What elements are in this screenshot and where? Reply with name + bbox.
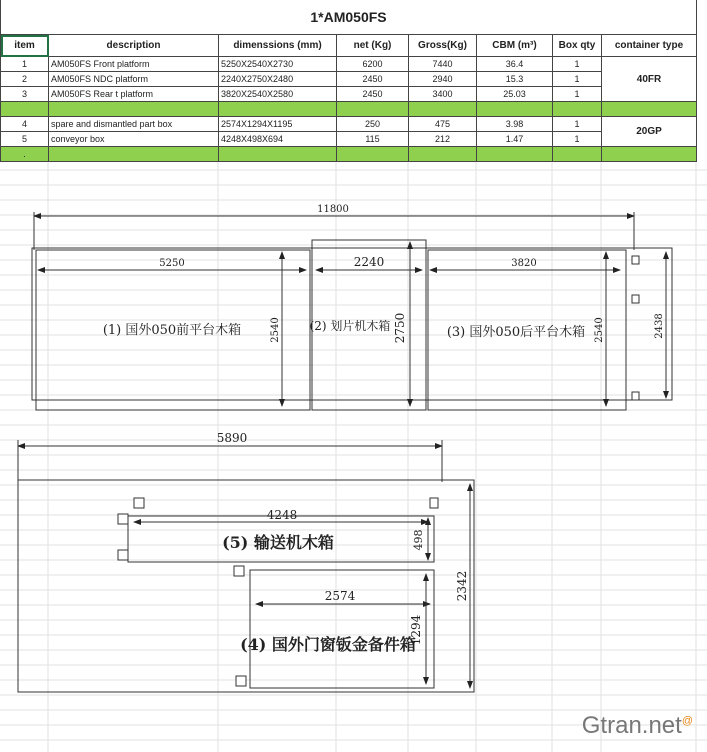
dim-h5: 498 <box>412 529 425 551</box>
cell-box-qty[interactable]: 1 <box>553 87 602 102</box>
cell-cbm[interactable]: 1.47 <box>477 132 553 147</box>
cell-box-qty[interactable]: 1 <box>553 57 602 72</box>
dim-w5: 4248 <box>266 508 298 522</box>
cell-cbm[interactable]: 15.3 <box>477 72 553 87</box>
dim-h1: 2540 <box>270 317 281 343</box>
dim-h4: 1294 <box>409 614 423 646</box>
dim-overall-2: 5890 <box>216 431 248 445</box>
label-box-2: (2) 划片机木箱 <box>309 319 391 333</box>
cell-cbm[interactable]: 36.4 <box>477 57 553 72</box>
header-dimensions[interactable]: dimenssions (mm) <box>219 35 337 57</box>
cell-dimensions[interactable]: 3820X2540X2580 <box>219 87 337 102</box>
cell-cbm[interactable]: 3.98 <box>477 117 553 132</box>
dim-h2: 2750 <box>393 312 407 344</box>
cell-net[interactable]: 6200 <box>337 57 409 72</box>
cell-box-qty[interactable]: 1 <box>553 117 602 132</box>
label-box-5: (5) 输送机木箱 <box>222 533 334 552</box>
cell-item[interactable]: 1 <box>1 57 49 72</box>
header-gross[interactable]: Gross(Kg) <box>409 35 477 57</box>
watermark-mark: @ <box>681 715 693 727</box>
header-cbm[interactable]: CBM (m³) <box>477 35 553 57</box>
cell-dimensions[interactable]: 5250X2540X2730 <box>219 57 337 72</box>
header-net[interactable]: net (Kg) <box>337 35 409 57</box>
label-box-3: (3) 国外050后平台木箱 <box>446 325 586 340</box>
dim-overall: 11800 <box>317 204 349 215</box>
cell-box-qty[interactable]: 1 <box>553 132 602 147</box>
watermark-logo <box>582 712 693 740</box>
cell-gross[interactable]: 7440 <box>409 57 477 72</box>
cell-description[interactable]: spare and dismantled part box <box>49 117 219 132</box>
header-container-type[interactable]: container type <box>602 35 697 57</box>
cell-gross[interactable]: 475 <box>409 117 477 132</box>
header-item[interactable]: item <box>1 35 49 57</box>
container-outline-2 <box>18 480 474 692</box>
cell-item[interactable]: 3 <box>1 87 49 102</box>
cell-gross[interactable]: 212 <box>409 132 477 147</box>
box-4-outline <box>250 570 434 688</box>
sheet-title[interactable]: 1*AM050FS <box>1 0 697 35</box>
cell-net[interactable]: 2450 <box>337 87 409 102</box>
cell-net[interactable]: 250 <box>337 117 409 132</box>
dim-h-total-2: 2342 <box>455 570 469 602</box>
dim-w4: 2574 <box>324 589 356 603</box>
cell-container-40fr[interactable]: 40FR <box>602 57 697 102</box>
cell-net[interactable]: 2450 <box>337 72 409 87</box>
cell-box-qty[interactable]: 1 <box>553 72 602 87</box>
cell-cbm[interactable]: 25.03 <box>477 87 553 102</box>
dim-h-total: 2438 <box>654 313 665 339</box>
cell-dimensions[interactable]: 2574X1294X1195 <box>219 117 337 132</box>
label-box-1: (1) 国外050前平台木箱 <box>102 323 242 338</box>
dim-w3: 3820 <box>511 258 537 269</box>
cell-description[interactable]: conveyor box <box>49 132 219 147</box>
label-box-4: (4) 国外门窗钣金备件箱 <box>240 635 416 654</box>
cell-description[interactable]: AM050FS Rear t platform <box>49 87 219 102</box>
cell-dimensions[interactable]: 2240X2750X2480 <box>219 72 337 87</box>
cell-container-20gp[interactable]: 20GP <box>602 117 697 147</box>
dim-h3: 2540 <box>594 317 605 343</box>
cell-description[interactable]: AM050FS NDC platform <box>49 72 219 87</box>
green-dot[interactable]: . <box>1 147 49 162</box>
cell-net[interactable]: 115 <box>337 132 409 147</box>
cell-item[interactable]: 2 <box>1 72 49 87</box>
dim-w2: 2240 <box>353 255 385 269</box>
cell-item[interactable]: 4 <box>1 117 49 132</box>
header-box-qty[interactable]: Box qty <box>553 35 602 57</box>
watermark-brand: Gtran.net <box>581 712 682 739</box>
cell-description[interactable]: AM050FS Front platform <box>49 57 219 72</box>
cell-gross[interactable]: 2940 <box>409 72 477 87</box>
cell-gross[interactable]: 3400 <box>409 87 477 102</box>
dim-w1: 5250 <box>159 258 185 269</box>
cell-item[interactable]: 5 <box>1 132 49 147</box>
header-description[interactable]: description <box>49 35 219 57</box>
cell-dimensions[interactable]: 4248X498X694 <box>219 132 337 147</box>
